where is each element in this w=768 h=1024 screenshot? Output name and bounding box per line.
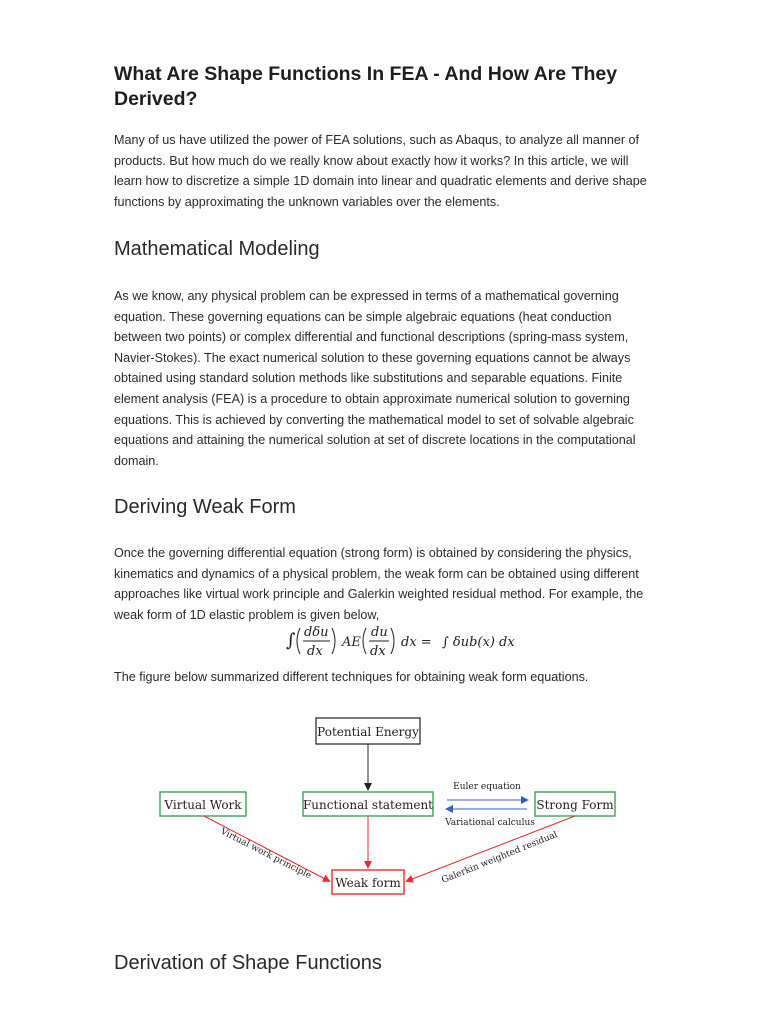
weak-form-diagram [150, 705, 630, 925]
heading-mathematical-modeling: Mathematical Modeling [114, 238, 320, 260]
heading-derivation-shape-functions: Derivation of Shape Functions [114, 952, 382, 974]
intro-paragraph: Many of us have utilized the power of FEA solutions, such as Abaqus, to analyze all manner of products. But how much do we really know about exactly how it works? In this article, we will learn how to discretize a simple 1D domain into linear and quadratic elements and derive shape functions by approximating the unknown variables over the elements. [114, 133, 647, 209]
galerkin-label: Galerkin weighted residual [440, 830, 560, 886]
integral-sign: ∫ [286, 630, 296, 651]
numerator-du: du [371, 625, 388, 640]
numerator-d-delta-u: dδu [304, 625, 329, 640]
ae-term: AE [342, 635, 361, 650]
mathematical-modeling-paragraph: As we know, any physical problem can be expressed in terms of a mathematical governing equation. These governing equations can be simple algebraic equations (heat conduction between two points) or complex differential and functional descriptions (spring-mass system, Navier-Stokes). The exact numerical solution to these governing equations cannot be always obtained using standard solution methods like substitutions and separable equations. Finite element analysis (FEA) is a procedure to obtain approximate numerical solution to governing equations. This is achieved by converting the mathematical model to set of solvable algebraic equations and attaining the numerical solution at set of discrete locations in the computational domain. [114, 289, 636, 468]
weak-form-equation [284, 614, 604, 666]
paren-right-1 [332, 628, 335, 654]
heading-deriving-weak-form: Deriving Weak Form [114, 496, 296, 518]
virtual-work-label: Virtual Work [164, 798, 242, 812]
weak-form-paragraph: Once the governing differential equation (strong form) is obtained by considering the physics, kinematics and dynamics of a physical problem, the weak form can be obtained using different approaches like virtual work principle and Galerkin weighted residual method. For example, the weak form of 1D elastic problem is given below, [114, 546, 644, 622]
functional-statement-label: Functional statement [302, 798, 434, 812]
denominator-dx-2: dx [370, 644, 386, 659]
variational-calculus-label: Variational calculus [445, 818, 535, 828]
weak-form-label: Weak form [335, 876, 401, 890]
denominator-dx-1: dx [307, 644, 323, 659]
article-title: What Are Shape Functions In FEA - And How Are They Derived? [114, 63, 618, 110]
virtual-work-principle-label: Virtual work principle [218, 826, 313, 882]
rhs-term: ∫ δub(x) dx [442, 635, 515, 650]
euler-equation-label: Euler equation [453, 782, 521, 792]
paren-left-1 [297, 628, 300, 654]
paren-left-2 [363, 628, 366, 654]
strong-form-label: Strong Form [536, 798, 614, 812]
figure-intro-paragraph: The figure below summarized different techniques for obtaining weak form equations. [114, 670, 589, 684]
dx-equals: dx = [401, 635, 432, 650]
potential-energy-label: Potential Energy [317, 725, 419, 739]
paren-right-2 [391, 628, 394, 654]
